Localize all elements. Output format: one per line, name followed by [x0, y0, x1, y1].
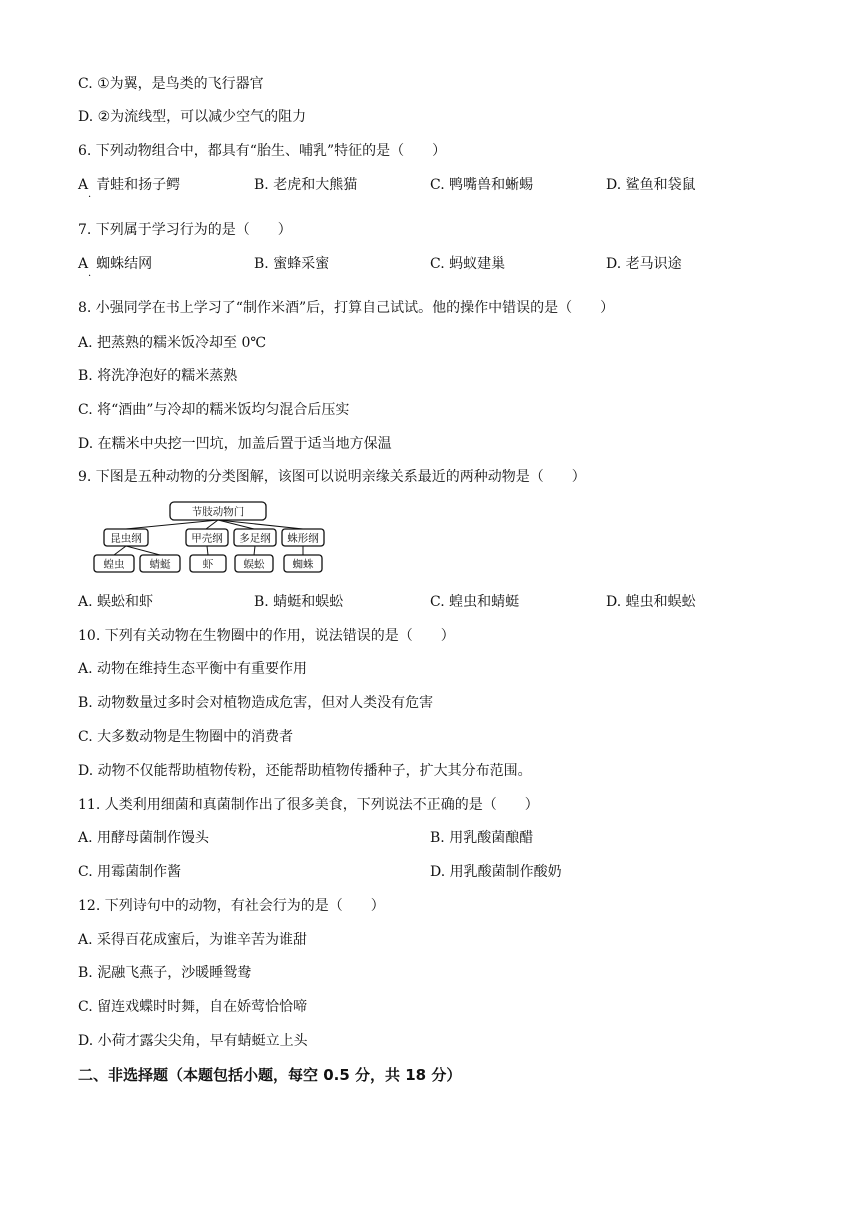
- q11-option-d: D. 用乳酸菌制作酸奶: [430, 864, 562, 880]
- q5-option-d: D. ②为流线型，可以减少空气的阻力: [78, 109, 307, 125]
- diagram-class-insecta: 昆虫纲: [110, 532, 142, 545]
- q10-option-d: D. 动物不仅能帮助植物传粉，还能帮助植物传播种子，扩大其分布范围。: [78, 763, 532, 779]
- diagram-animal-centipede: 蜈蚣: [243, 558, 265, 571]
- q6-stem: 6. 下列动物组合中，都具有“胎生、哺乳”特征的是（ ）: [78, 143, 447, 159]
- q10-option-b: B. 动物数量过多时会对植物造成危害，但对人类没有危害: [78, 695, 434, 711]
- q9-option-b: B. 蜻蜓和蜈蚣: [254, 594, 344, 610]
- q11-option-c: C. 用霉菌制作酱: [78, 864, 182, 880]
- q6-option-a-text: 青蛙和扬子鳄: [96, 177, 181, 193]
- q8-stem: 8. 小强同学在书上学习了“制作米酒”后，打算自己试试。他的操作中错误的是（ ）: [78, 300, 615, 316]
- diagram-animal-locust: 蝗虫: [103, 558, 125, 571]
- q9-stem: 9. 下图是五种动物的分类图解，该图可以说明亲缘关系最近的两种动物是（ ）: [78, 469, 586, 485]
- q7-stem: 7. 下列属于学习行为的是（ ）: [78, 222, 292, 238]
- q12-option-d: D. 小荷才露尖尖角，早有蜻蜓立上头: [78, 1033, 308, 1049]
- diagram-animal-dragonfly: 蜻蜓: [149, 558, 171, 571]
- q11-option-a: A. 用酵母菌制作馒头: [78, 830, 210, 846]
- diagram-class-myriapoda: 多足纲: [239, 532, 271, 545]
- q6-option-a-letter: A: [78, 177, 89, 193]
- q9-option-d: D. 蝗虫和蜈蚣: [606, 594, 696, 610]
- q8-option-a: A. 把蒸熟的糯米饭冷却至 0℃: [78, 335, 267, 351]
- q7-option-a-letter: A: [78, 256, 89, 272]
- diagram-animal-shrimp: 虾: [202, 558, 214, 571]
- q7-option-c: C. 蚂蚁建巢: [430, 256, 506, 272]
- q6-option-a: [78, 176, 180, 194]
- diagram-root-label: 节肢动物门: [191, 506, 245, 518]
- q12-stem: 12. 下列诗句中的动物，有社会行为的是（ ）: [78, 898, 385, 914]
- q10-stem: 10. 下列有关动物在生物圈中的作用，说法错误的是（ ）: [78, 628, 455, 644]
- q9-option-c: C. 蝗虫和蜻蜓: [430, 594, 520, 610]
- q12-option-c: C. 留连戏蝶时时舞，自在娇莺恰恰啼: [78, 999, 308, 1015]
- q7-option-a-dot: ·: [88, 271, 92, 282]
- q11-option-b: B. 用乳酸菌酿醋: [430, 830, 534, 846]
- q12-option-a: A. 采得百花成蜜后，为谁辛苦为谁甜: [78, 932, 308, 948]
- diagram-animal-spider: 蜘蛛: [292, 558, 314, 571]
- q9-option-a: A. 蜈蚣和虾: [78, 594, 154, 610]
- q8-option-c: C. 将“酒曲”与冷却的糯米饭均匀混合后压实: [78, 402, 350, 418]
- section-2-title: 二、非选择题（本题包括小题，每空 0.5 分，共 18 分）: [78, 1066, 462, 1084]
- classification-diagram: [88, 498, 338, 582]
- q6-option-c: C. 鸭嘴兽和蜥蜴: [430, 177, 534, 193]
- q7-option-a-text: 蜘蛛结网: [96, 256, 153, 272]
- q10-option-a: A. 动物在维持生态平衡中有重要作用: [78, 661, 308, 677]
- q7-option-d: D. 老马识途: [606, 256, 682, 272]
- q8-option-d: D. 在糯米中央挖一凹坑，加盖后置于适当地方保温: [78, 436, 392, 452]
- q11-stem: 11. 人类利用细菌和真菌制作出了很多美食，下列说法不正确的是（ ）: [78, 797, 539, 813]
- diagram-class-arachnida: 蛛形纲: [287, 532, 319, 545]
- q5-option-c: C. ①为翼，是鸟类的飞行器官: [78, 76, 264, 92]
- diagram-class-crustacea: 甲壳纲: [191, 532, 223, 545]
- q6-option-a-dot: ·: [88, 192, 92, 203]
- q8-option-b: B. 将洗净泡好的糯米蒸熟: [78, 368, 238, 384]
- q6-option-d: D. 鲨鱼和袋鼠: [606, 177, 696, 193]
- q6-option-b: B. 老虎和大熊猫: [254, 177, 358, 193]
- q12-option-b: B. 泥融飞燕子，沙暖睡鸳鸯: [78, 965, 252, 981]
- q7-option-b: B. 蜜蜂采蜜: [254, 256, 330, 272]
- q10-option-c: C. 大多数动物是生物圈中的消费者: [78, 729, 294, 745]
